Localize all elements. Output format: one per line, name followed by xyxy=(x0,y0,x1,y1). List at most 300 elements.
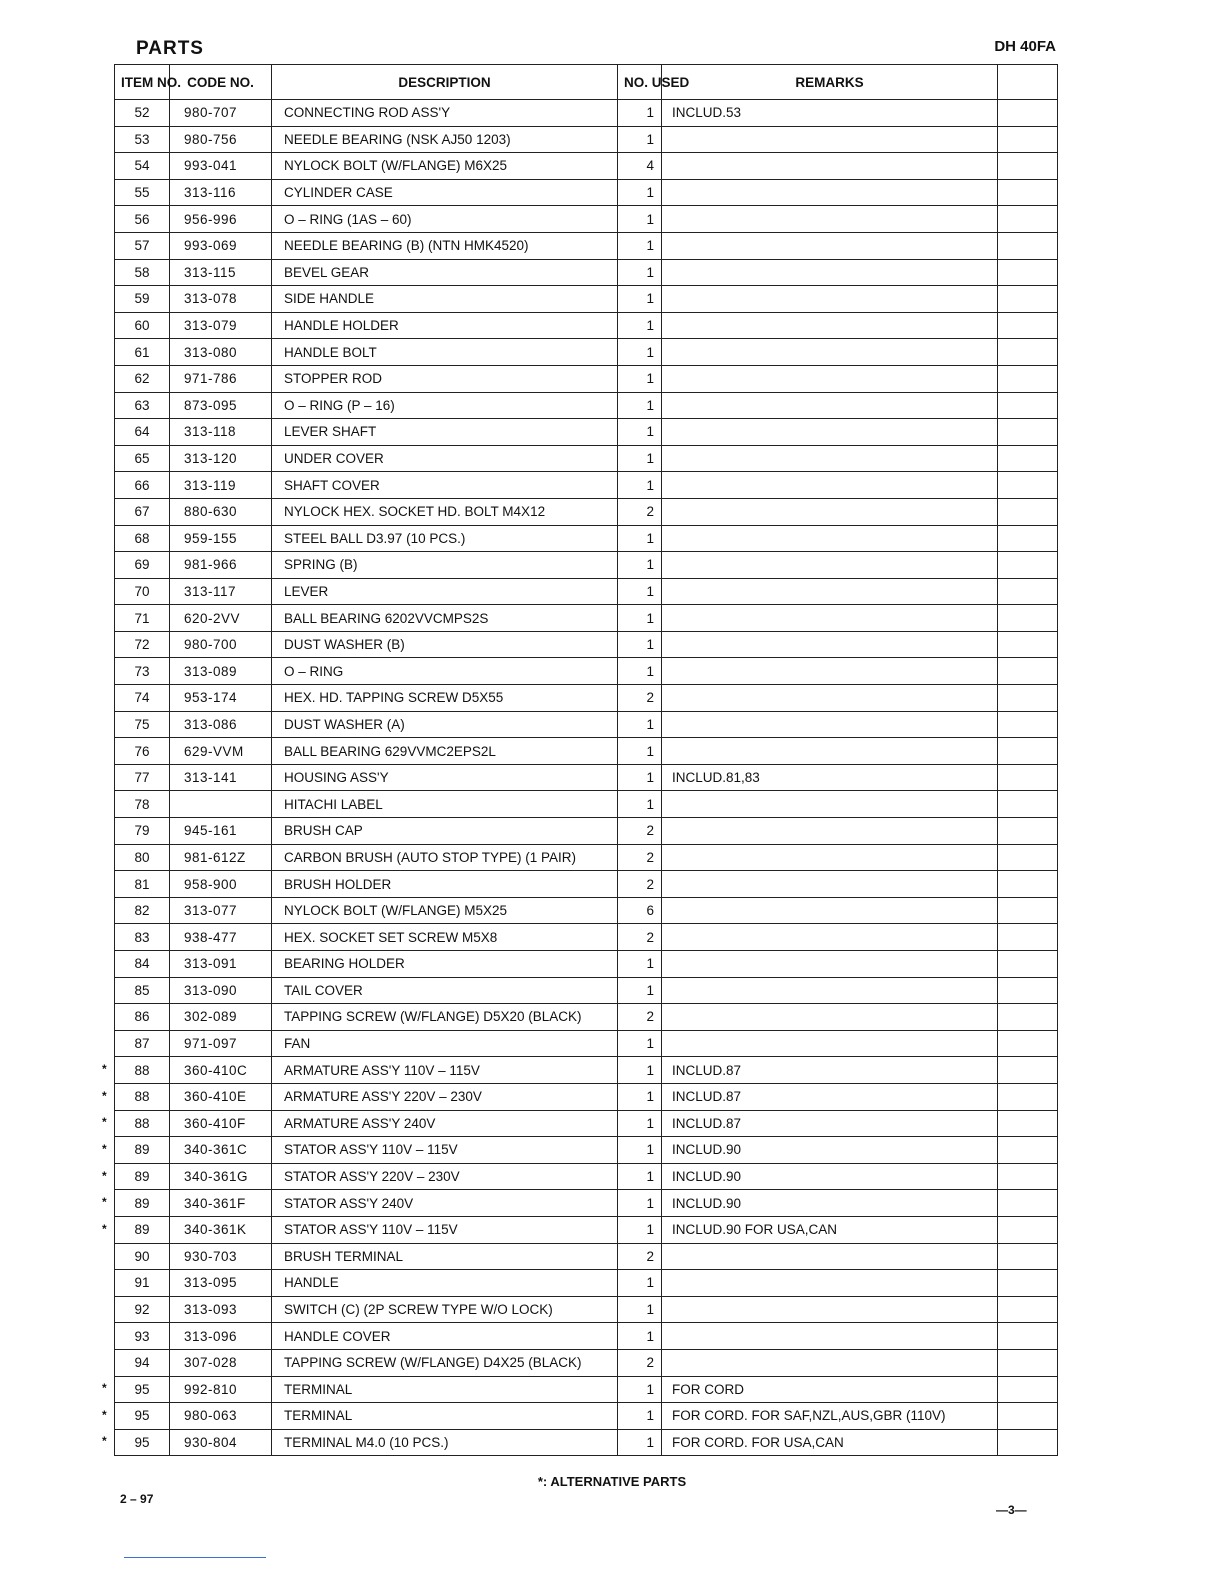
description-cell: NYLOCK HEX. SOCKET HD. BOLT M4X12 xyxy=(272,498,618,525)
blank-cell xyxy=(998,153,1058,180)
code-number-cell: 313-079 xyxy=(170,312,272,339)
blank-cell xyxy=(998,738,1058,765)
item-number-cell: 59 xyxy=(115,286,170,313)
blank-cell xyxy=(998,498,1058,525)
table-row xyxy=(115,1323,1058,1350)
table-row xyxy=(115,818,1058,845)
table-row xyxy=(115,631,1058,658)
remarks-cell xyxy=(662,1270,998,1297)
quantity-used-cell: 1 xyxy=(618,578,662,605)
table-header-row xyxy=(115,65,1058,100)
code-number-cell: 930-804 xyxy=(170,1429,272,1456)
blank-cell xyxy=(998,977,1058,1004)
remarks-cell xyxy=(662,179,998,206)
item-number-cell: 76 xyxy=(115,738,170,765)
quantity-used-cell: 1 xyxy=(618,1137,662,1164)
quantity-used-cell: 4 xyxy=(618,153,662,180)
code-number-cell: 340-361G xyxy=(170,1163,272,1190)
revision-date: 2 – 97 xyxy=(120,1492,154,1506)
blank-cell xyxy=(998,951,1058,978)
table-row xyxy=(115,871,1058,898)
remarks-cell xyxy=(662,871,998,898)
blank-cell xyxy=(998,525,1058,552)
page-title: PARTS xyxy=(136,38,204,59)
blank-cell xyxy=(998,1270,1058,1297)
code-number-cell: 980-756 xyxy=(170,126,272,153)
code-number-cell: 993-041 xyxy=(170,153,272,180)
description-cell: HANDLE xyxy=(272,1270,618,1297)
blank-cell xyxy=(998,1190,1058,1217)
item-number-cell: 71 xyxy=(115,605,170,632)
blank-cell xyxy=(998,685,1058,712)
description-cell: HEX. HD. TAPPING SCREW D5X55 xyxy=(272,685,618,712)
item-number-cell: 53 xyxy=(115,126,170,153)
quantity-used-cell: 1 xyxy=(618,126,662,153)
table-row xyxy=(115,312,1058,339)
table-row xyxy=(115,552,1058,579)
table-row xyxy=(115,472,1058,499)
table-row xyxy=(115,206,1058,233)
quantity-used-cell: 1 xyxy=(618,791,662,818)
item-number-cell: 89 xyxy=(115,1216,170,1243)
item-number-cell: 68 xyxy=(115,525,170,552)
description-cell: HANDLE HOLDER xyxy=(272,312,618,339)
remarks-cell xyxy=(662,578,998,605)
blank-cell xyxy=(998,419,1058,446)
quantity-used-cell: 2 xyxy=(618,871,662,898)
alternative-part-marker: * xyxy=(102,1062,107,1077)
table-row xyxy=(115,1216,1058,1243)
description-cell: ARMATURE ASS'Y 220V – 230V xyxy=(272,1083,618,1110)
table-row xyxy=(115,1190,1058,1217)
item-number-cell: 82 xyxy=(115,897,170,924)
remarks-cell xyxy=(662,605,998,632)
quantity-used-cell: 1 xyxy=(618,764,662,791)
description-cell: BRUSH HOLDER xyxy=(272,871,618,898)
remarks-cell xyxy=(662,951,998,978)
remarks-cell: FOR CORD. FOR SAF,NZL,AUS,GBR (110V) xyxy=(662,1403,998,1430)
quantity-used-cell: 1 xyxy=(618,1057,662,1084)
item-number-cell: 67 xyxy=(115,498,170,525)
quantity-used-cell: 1 xyxy=(618,711,662,738)
description-cell: O – RING (P – 16) xyxy=(272,392,618,419)
description-cell: HOUSING ASS'Y xyxy=(272,764,618,791)
quantity-used-cell: 1 xyxy=(618,206,662,233)
blank-cell xyxy=(998,1137,1058,1164)
blank-cell xyxy=(998,764,1058,791)
description-cell: TERMINAL xyxy=(272,1376,618,1403)
description-cell: HITACHI LABEL xyxy=(272,791,618,818)
description-cell: HEX. SOCKET SET SCREW M5X8 xyxy=(272,924,618,951)
description-cell: CYLINDER CASE xyxy=(272,179,618,206)
blank-cell xyxy=(998,445,1058,472)
remarks-cell xyxy=(662,365,998,392)
blank-cell xyxy=(998,1083,1058,1110)
remarks-cell: INCLUD.90 xyxy=(662,1137,998,1164)
item-number-cell: 89 xyxy=(115,1137,170,1164)
remarks-cell: INCLUD.90 FOR USA,CAN xyxy=(662,1216,998,1243)
table-row xyxy=(115,392,1058,419)
remarks-cell xyxy=(662,153,998,180)
table-row xyxy=(115,419,1058,446)
remarks-cell xyxy=(662,738,998,765)
table-row xyxy=(115,126,1058,153)
item-number-cell: 75 xyxy=(115,711,170,738)
remarks-cell xyxy=(662,392,998,419)
item-number-cell: 60 xyxy=(115,312,170,339)
table-row xyxy=(115,658,1058,685)
description-cell: NYLOCK BOLT (W/FLANGE) M5X25 xyxy=(272,897,618,924)
blank-cell xyxy=(998,552,1058,579)
remarks-cell xyxy=(662,286,998,313)
column-header-blank xyxy=(998,65,1058,100)
remarks-cell: INCLUD.87 xyxy=(662,1083,998,1110)
code-number-cell: 340-361F xyxy=(170,1190,272,1217)
code-number-cell: 313-120 xyxy=(170,445,272,472)
quantity-used-cell: 1 xyxy=(618,1163,662,1190)
code-number-cell: 313-091 xyxy=(170,951,272,978)
item-number-cell: 87 xyxy=(115,1030,170,1057)
item-number-cell: 65 xyxy=(115,445,170,472)
blank-cell xyxy=(998,126,1058,153)
remarks-cell: INCLUD.90 xyxy=(662,1163,998,1190)
quantity-used-cell: 1 xyxy=(618,631,662,658)
blank-cell xyxy=(998,844,1058,871)
item-number-cell: 57 xyxy=(115,232,170,259)
table-row xyxy=(115,1429,1058,1456)
remarks-cell xyxy=(662,711,998,738)
blank-cell xyxy=(998,1030,1058,1057)
blank-cell xyxy=(998,818,1058,845)
code-number-cell: 971-786 xyxy=(170,365,272,392)
description-cell: SPRING (B) xyxy=(272,552,618,579)
description-cell: TERMINAL xyxy=(272,1403,618,1430)
code-number-cell: 313-115 xyxy=(170,259,272,286)
table-row xyxy=(115,525,1058,552)
remarks-cell xyxy=(662,259,998,286)
quantity-used-cell: 1 xyxy=(618,1323,662,1350)
blank-cell xyxy=(998,100,1058,127)
blank-cell xyxy=(998,791,1058,818)
table-row xyxy=(115,897,1058,924)
table-row xyxy=(115,711,1058,738)
code-number-cell: 313-116 xyxy=(170,179,272,206)
code-number-cell: 958-900 xyxy=(170,871,272,898)
quantity-used-cell: 1 xyxy=(618,419,662,446)
description-cell: O – RING xyxy=(272,658,618,685)
table-row xyxy=(115,685,1058,712)
blank-cell xyxy=(998,1163,1058,1190)
description-cell: DUST WASHER (A) xyxy=(272,711,618,738)
blank-cell xyxy=(998,871,1058,898)
table-row xyxy=(115,924,1058,951)
remarks-cell xyxy=(662,126,998,153)
description-cell: NEEDLE BEARING (B) (NTN HMK4520) xyxy=(272,232,618,259)
table-row xyxy=(115,1163,1058,1190)
item-number-cell: 66 xyxy=(115,472,170,499)
description-cell: SWITCH (C) (2P SCREW TYPE W/O LOCK) xyxy=(272,1296,618,1323)
quantity-used-cell: 1 xyxy=(618,232,662,259)
item-number-cell: 72 xyxy=(115,631,170,658)
blank-cell xyxy=(998,1110,1058,1137)
item-number-cell: 56 xyxy=(115,206,170,233)
blank-cell xyxy=(998,924,1058,951)
code-number-cell: 873-095 xyxy=(170,392,272,419)
description-cell: BEVEL GEAR xyxy=(272,259,618,286)
description-cell: UNDER COVER xyxy=(272,445,618,472)
item-number-cell: 81 xyxy=(115,871,170,898)
code-number-cell: 938-477 xyxy=(170,924,272,951)
quantity-used-cell: 1 xyxy=(618,339,662,366)
blank-cell xyxy=(998,1403,1058,1430)
description-cell: BALL BEARING 6202VVCMPS2S xyxy=(272,605,618,632)
code-number-cell: 981-612Z xyxy=(170,844,272,871)
quantity-used-cell: 2 xyxy=(618,1243,662,1270)
blank-cell xyxy=(998,1004,1058,1031)
description-cell: STATOR ASS'Y 220V – 230V xyxy=(272,1163,618,1190)
remarks-cell: INCLUD.87 xyxy=(662,1110,998,1137)
remarks-cell xyxy=(662,1030,998,1057)
blank-cell xyxy=(998,312,1058,339)
table-row xyxy=(115,1030,1058,1057)
code-number-cell: 313-077 xyxy=(170,897,272,924)
quantity-used-cell: 1 xyxy=(618,472,662,499)
description-cell: BEARING HOLDER xyxy=(272,951,618,978)
remarks-cell xyxy=(662,525,998,552)
code-number-cell: 981-966 xyxy=(170,552,272,579)
table-row xyxy=(115,286,1058,313)
remarks-cell xyxy=(662,498,998,525)
item-number-cell: 86 xyxy=(115,1004,170,1031)
blank-cell xyxy=(998,339,1058,366)
code-number-cell: 313-119 xyxy=(170,472,272,499)
description-cell: NYLOCK BOLT (W/FLANGE) M6X25 xyxy=(272,153,618,180)
alternative-part-marker: * xyxy=(102,1195,107,1210)
quantity-used-cell: 1 xyxy=(618,365,662,392)
item-number-cell: 85 xyxy=(115,977,170,1004)
quantity-used-cell: 1 xyxy=(618,445,662,472)
table-row xyxy=(115,844,1058,871)
code-number-cell: 313-093 xyxy=(170,1296,272,1323)
item-number-cell: 94 xyxy=(115,1349,170,1376)
remarks-cell: FOR CORD. FOR USA,CAN xyxy=(662,1429,998,1456)
column-header-description: DESCRIPTION xyxy=(272,65,618,100)
blank-cell xyxy=(998,1296,1058,1323)
description-cell: DUST WASHER (B) xyxy=(272,631,618,658)
description-cell: HANDLE BOLT xyxy=(272,339,618,366)
description-cell: ARMATURE ASS'Y 110V – 115V xyxy=(272,1057,618,1084)
item-number-cell: 95 xyxy=(115,1403,170,1430)
item-number-cell: 79 xyxy=(115,818,170,845)
description-cell: SHAFT COVER xyxy=(272,472,618,499)
code-number-cell: 340-361C xyxy=(170,1137,272,1164)
table-row xyxy=(115,498,1058,525)
table-row xyxy=(115,605,1058,632)
description-cell: CONNECTING ROD ASS'Y xyxy=(272,100,618,127)
remarks-cell xyxy=(662,312,998,339)
item-number-cell: 64 xyxy=(115,419,170,446)
code-number-cell: 340-361K xyxy=(170,1216,272,1243)
description-cell: STEEL BALL D3.97 (10 PCS.) xyxy=(272,525,618,552)
table-row xyxy=(115,1243,1058,1270)
column-header-remarks: REMARKS xyxy=(662,65,998,100)
quantity-used-cell: 2 xyxy=(618,1349,662,1376)
code-number-cell: 992-810 xyxy=(170,1376,272,1403)
remarks-cell xyxy=(662,1296,998,1323)
quantity-used-cell: 1 xyxy=(618,1429,662,1456)
description-cell: NEEDLE BEARING (NSK AJ50 1203) xyxy=(272,126,618,153)
item-number-cell: 77 xyxy=(115,764,170,791)
table-row xyxy=(115,445,1058,472)
blank-cell xyxy=(998,1429,1058,1456)
remarks-cell xyxy=(662,232,998,259)
quantity-used-cell: 2 xyxy=(618,498,662,525)
description-cell: STATOR ASS'Y 240V xyxy=(272,1190,618,1217)
remarks-cell xyxy=(662,206,998,233)
quantity-used-cell: 1 xyxy=(618,1110,662,1137)
description-cell: LEVER xyxy=(272,578,618,605)
description-cell: TAPPING SCREW (W/FLANGE) D5X20 (BLACK) xyxy=(272,1004,618,1031)
alternative-parts-note: *: ALTERNATIVE PARTS xyxy=(537,1474,687,1489)
alternative-part-marker: * xyxy=(102,1141,107,1156)
quantity-used-cell: 6 xyxy=(618,897,662,924)
remarks-cell xyxy=(662,1004,998,1031)
description-cell: FAN xyxy=(272,1030,618,1057)
blank-cell xyxy=(998,232,1058,259)
description-cell: ARMATURE ASS'Y 240V xyxy=(272,1110,618,1137)
description-cell: HANDLE COVER xyxy=(272,1323,618,1350)
code-number-cell: 959-155 xyxy=(170,525,272,552)
description-cell: TAIL COVER xyxy=(272,977,618,1004)
code-number-cell: 945-161 xyxy=(170,818,272,845)
alternative-part-marker: * xyxy=(102,1168,107,1183)
blank-cell xyxy=(998,1216,1058,1243)
code-number-cell: 971-097 xyxy=(170,1030,272,1057)
code-number-cell: 620-2VV xyxy=(170,605,272,632)
code-number-cell: 930-703 xyxy=(170,1243,272,1270)
quantity-used-cell: 2 xyxy=(618,685,662,712)
code-number-cell xyxy=(170,791,272,818)
remarks-cell: FOR CORD xyxy=(662,1376,998,1403)
code-number-cell: 980-707 xyxy=(170,100,272,127)
item-number-cell: 93 xyxy=(115,1323,170,1350)
table-row xyxy=(115,1403,1058,1430)
item-number-cell: 54 xyxy=(115,153,170,180)
code-number-cell: 360-410F xyxy=(170,1110,272,1137)
remarks-cell xyxy=(662,685,998,712)
remarks-cell xyxy=(662,977,998,1004)
item-number-cell: 91 xyxy=(115,1270,170,1297)
alternative-part-marker: * xyxy=(102,1407,107,1422)
remarks-cell xyxy=(662,339,998,366)
remarks-cell xyxy=(662,472,998,499)
quantity-used-cell: 1 xyxy=(618,552,662,579)
description-cell: O – RING (1AS – 60) xyxy=(272,206,618,233)
quantity-used-cell: 1 xyxy=(618,977,662,1004)
blank-cell xyxy=(998,1243,1058,1270)
description-cell: LEVER SHAFT xyxy=(272,419,618,446)
item-number-cell: 89 xyxy=(115,1163,170,1190)
table-row xyxy=(115,578,1058,605)
blank-cell xyxy=(998,179,1058,206)
item-number-cell: 69 xyxy=(115,552,170,579)
quantity-used-cell: 2 xyxy=(618,844,662,871)
blank-cell xyxy=(998,365,1058,392)
table-row xyxy=(115,1349,1058,1376)
remarks-cell xyxy=(662,631,998,658)
blank-cell xyxy=(998,1349,1058,1376)
remarks-cell xyxy=(662,924,998,951)
item-number-cell: 88 xyxy=(115,1057,170,1084)
remarks-cell xyxy=(662,445,998,472)
quantity-used-cell: 1 xyxy=(618,1190,662,1217)
quantity-used-cell: 1 xyxy=(618,658,662,685)
alternative-part-marker: * xyxy=(102,1434,107,1449)
item-number-cell: 95 xyxy=(115,1376,170,1403)
column-header-used: NO. USED xyxy=(618,65,662,100)
description-cell: SIDE HANDLE xyxy=(272,286,618,313)
item-number-cell: 52 xyxy=(115,100,170,127)
item-number-cell: 88 xyxy=(115,1083,170,1110)
quantity-used-cell: 1 xyxy=(618,392,662,419)
item-number-cell: 95 xyxy=(115,1429,170,1456)
scan-artifact-line xyxy=(124,1557,266,1558)
quantity-used-cell: 2 xyxy=(618,1004,662,1031)
remarks-cell xyxy=(662,419,998,446)
item-number-cell: 88 xyxy=(115,1110,170,1137)
alternative-part-marker: * xyxy=(102,1088,107,1103)
table-row xyxy=(115,977,1058,1004)
table-row xyxy=(115,951,1058,978)
quantity-used-cell: 1 xyxy=(618,525,662,552)
remarks-cell xyxy=(662,1243,998,1270)
table-row xyxy=(115,179,1058,206)
remarks-cell: INCLUD.53 xyxy=(662,100,998,127)
item-number-cell: 92 xyxy=(115,1296,170,1323)
code-number-cell: 313-096 xyxy=(170,1323,272,1350)
blank-cell xyxy=(998,259,1058,286)
remarks-cell xyxy=(662,1323,998,1350)
model-number: DH 40FA xyxy=(994,38,1056,55)
table-row xyxy=(115,1110,1058,1137)
table-row xyxy=(115,339,1058,366)
table-row xyxy=(115,100,1058,127)
description-cell: CARBON BRUSH (AUTO STOP TYPE) (1 PAIR) xyxy=(272,844,618,871)
quantity-used-cell: 1 xyxy=(618,179,662,206)
code-number-cell: 980-063 xyxy=(170,1403,272,1430)
blank-cell xyxy=(998,206,1058,233)
table-row xyxy=(115,259,1058,286)
table-row xyxy=(115,153,1058,180)
blank-cell xyxy=(998,578,1058,605)
item-number-cell: 55 xyxy=(115,179,170,206)
parts-table-body xyxy=(115,100,1058,1456)
code-number-cell: 313-080 xyxy=(170,339,272,366)
quantity-used-cell: 1 xyxy=(618,1296,662,1323)
quantity-used-cell: 1 xyxy=(618,1270,662,1297)
table-row xyxy=(115,232,1058,259)
code-number-cell: 302-089 xyxy=(170,1004,272,1031)
table-row xyxy=(115,365,1058,392)
description-cell: STATOR ASS'Y 110V – 115V xyxy=(272,1137,618,1164)
quantity-used-cell: 1 xyxy=(618,259,662,286)
table-row xyxy=(115,1296,1058,1323)
description-cell: STATOR ASS'Y 110V – 115V xyxy=(272,1216,618,1243)
table-row xyxy=(115,764,1058,791)
table-row xyxy=(115,1270,1058,1297)
remarks-cell xyxy=(662,552,998,579)
remarks-cell xyxy=(662,844,998,871)
